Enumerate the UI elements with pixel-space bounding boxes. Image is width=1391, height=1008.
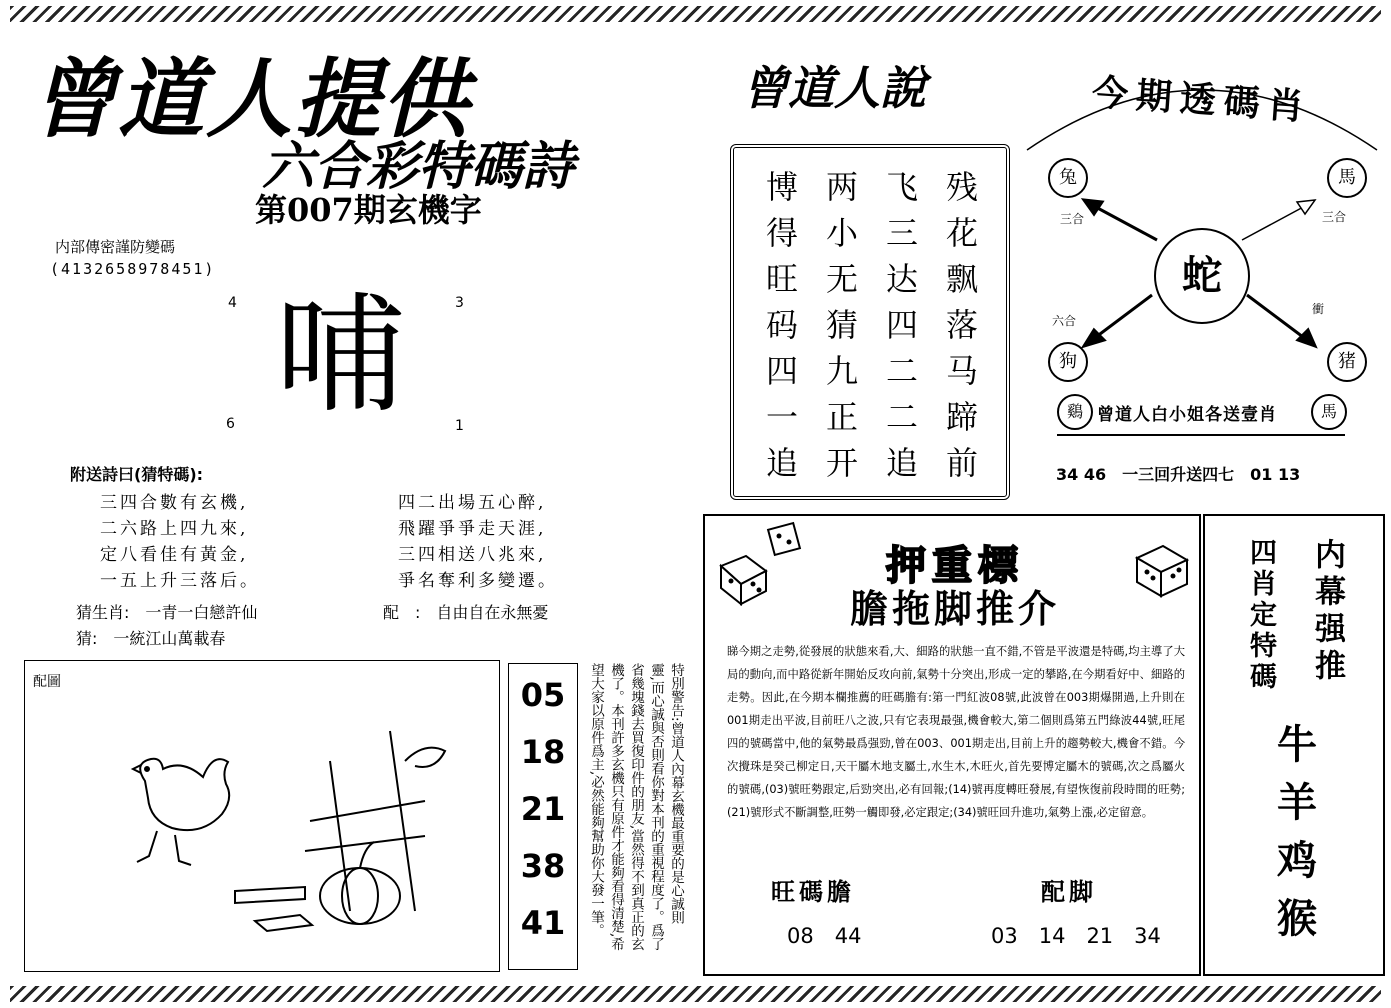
poem-grid-char: 正 <box>825 398 858 436</box>
animal-rabbit: 兔 <box>1048 158 1088 198</box>
label-chong: 衝 <box>1312 302 1325 316</box>
poem-right <box>398 488 558 592</box>
zodiac-arrows <box>1022 150 1382 390</box>
notice-column: 特別警告:曾道人內幕玄機最重要的是心誠則 <box>668 663 684 925</box>
poem-line: 三四相送八兆來, <box>398 545 547 565</box>
poem-grid-char: 二 <box>885 398 918 436</box>
zodiac-panel <box>1022 50 1382 484</box>
zodiac-footer <box>1057 390 1345 436</box>
says-title: 曾道人說 <box>742 61 926 115</box>
label-sanhe-right: 三合 <box>1322 210 1347 224</box>
poem-line: 四二出場五心醉, <box>398 493 547 513</box>
numbers-box <box>508 663 578 970</box>
notice-box <box>585 663 685 968</box>
recommend-paragraph: 睇今期之走勢,從發展的狀態來看,大、細路的狀態一直不錯,不管是平波還是特碼,均主導了大局的動向,而中路從新年開始反攻向前,氣勢十分突出,形成一定的攀路,在今期看好中、細路的走勢。因此,在今期本欄推薦的旺碼膽有:第一門紅波08號,此波曾在003期爆開過,上升則在001期走出平波,目前旺八之波,只有它表現最强,機會較大,第二個則爲第五門綠波44號,旺尾四的號碼當中,他的氣勢最爲强勁,曾在003、001期走出,目前上升的趨勢較大,機會不錯。今次攪珠是癸己柳定日,天干屬木地支屬土,水生木,木旺火,首先要博定屬木的號碼,次之爲屬火的號碼,(03)號旺勢跟定,后勁突出,必有回報;(14)號再度轉旺發展,有望恢復前段時間的旺勢;(21)號形式不斷調整,旺勢一觸即發,必定跟定;(34)號旺回升進功,氣勢上漲,必定留意。 <box>727 645 1185 819</box>
poem-grid-char: 追 <box>885 444 918 482</box>
poem-grid-char: 前 <box>945 444 978 482</box>
dice-icon <box>765 520 805 560</box>
poem-grid-char: 二 <box>885 352 918 390</box>
main-title: 曾道人提供 <box>30 50 470 150</box>
poem-grid-char: 两 <box>825 168 858 206</box>
poem-grid-char: 残 <box>945 168 978 206</box>
label-sanhe-left: 三合 <box>1060 212 1085 226</box>
pair-label: 配脚 <box>1041 878 1097 906</box>
poem-grid-char: 追 <box>765 444 798 482</box>
secret-label: 内部傳密謹防變碼 <box>55 238 176 256</box>
recommend-title-main: 膽拖脚推介 <box>849 587 1060 631</box>
poem-grid-char: 蹄 <box>945 398 978 436</box>
corner-top-left: 4 <box>228 295 237 311</box>
poem-heading: 附送詩曰(猜特碼): <box>70 465 204 484</box>
poem-grid-char: 得 <box>765 214 798 252</box>
lucky-number: 18 <box>520 733 566 771</box>
footer-text: 曾道人白小姐各送壹肖 <box>1097 405 1277 425</box>
zodiac-pick: 牛 <box>1277 721 1317 768</box>
zodiac-bottom-line: 34 46 一三回升送四七 01 13 <box>1056 465 1301 484</box>
secret-code: (4132658978451) <box>50 260 216 278</box>
hot-numbers: 08 44 <box>787 924 862 948</box>
zodiac-pick: 羊 <box>1277 779 1317 826</box>
poem-grid-char: 马 <box>945 352 978 390</box>
poem-grid-char: 落 <box>945 306 978 344</box>
poem-grid-char: 三 <box>885 214 918 252</box>
poem-left <box>100 488 260 592</box>
poem-grid-char: 一 <box>765 398 798 436</box>
poem-grid-char: 四 <box>885 306 918 344</box>
poem-grid-char: 九 <box>825 352 858 390</box>
poem-grid-char: 飞 <box>885 168 918 206</box>
picture-label: 配圖 <box>33 674 61 690</box>
lucky-number: 05 <box>520 676 566 714</box>
poem-grid-char: 四 <box>765 352 798 390</box>
poem-grid-char: 码 <box>765 306 798 344</box>
rooster-pumpkin-illustration <box>105 721 465 951</box>
dice-icon <box>711 546 771 606</box>
poem-grid-char: 旺 <box>765 260 798 298</box>
says-grid <box>734 148 1006 496</box>
poem-grid-char: 开 <box>825 444 858 482</box>
notice-column: 望大家以原件爲主,必然能夠幫助你大發一筆。 <box>588 663 604 938</box>
four-zodiac-list <box>1257 716 1337 948</box>
poem-line: 二六路上四九來, <box>100 519 249 539</box>
zodiac-pick: 猴 <box>1277 895 1317 942</box>
animal-horse: 馬 <box>1327 158 1367 198</box>
corner-top-right: 3 <box>455 295 464 311</box>
picture-box <box>24 660 500 972</box>
top-border <box>10 6 1381 22</box>
poem-grid-char: 博 <box>765 168 798 206</box>
footer-animal-chicken: 鷄 <box>1057 394 1093 430</box>
mystery-character: 哺 <box>275 279 406 431</box>
says-grid-box <box>730 144 1010 500</box>
subtitle: 六合彩特碼詩 <box>262 137 575 197</box>
poem-grid-char: 达 <box>885 260 918 298</box>
poem-grid-char: 小 <box>825 214 858 252</box>
notice-column: 靈,而心誠與否則看你對本刊的重視程度了。爲了 <box>648 663 664 951</box>
pair-numbers: 03 14 21 34 <box>991 924 1161 948</box>
poem-grid-char: 飘 <box>945 260 978 298</box>
poem-grid-char: 猜 <box>825 306 858 344</box>
corner-bottom-right: 1 <box>455 418 464 434</box>
poem-grid-char: 花 <box>945 214 978 252</box>
notice-column: 機了。本刊許多玄機只有原件才能夠看得清楚,希 <box>608 663 624 951</box>
lucky-number: 21 <box>520 790 566 828</box>
lucky-number: 41 <box>520 904 566 942</box>
poem-line: 定八看佳有黃金, <box>100 545 249 565</box>
bottom-border <box>10 986 1381 1002</box>
poem-grid-char: 无 <box>825 260 858 298</box>
four-zodiac-box <box>1203 514 1385 976</box>
recommend-title-top: 押重標 <box>886 543 1024 589</box>
guess-zodiac: 猜生肖: 一青一白戀許仙 <box>76 603 258 622</box>
poem-line: 一五上升三落后。 <box>100 571 260 591</box>
label-liuhe: 六合 <box>1052 314 1077 328</box>
animal-dog: 狗 <box>1048 342 1088 382</box>
four-zodiac-heading-b: 四肖定特碼 <box>1245 538 1276 693</box>
poem-line: 爭名奪利多變遷。 <box>398 571 558 591</box>
poem-line: 飛躍爭爭走天涯, <box>398 519 547 539</box>
lucky-number: 38 <box>520 847 566 885</box>
dice-icon <box>1129 536 1193 600</box>
match-line: 配 : 自由自在永無憂 <box>383 603 549 622</box>
four-zodiac-heading-a: 内幕强推 <box>1309 538 1345 686</box>
corner-bottom-left: 6 <box>226 416 235 432</box>
hot-label: 旺碼膽 <box>771 878 855 906</box>
recommend-box <box>703 514 1201 976</box>
poem-line: 三四合數有玄機, <box>100 493 249 513</box>
issue-label: 第007期玄機字 <box>255 191 482 229</box>
footer-animal-horse: 馬 <box>1311 394 1347 430</box>
zodiac-pick: 鸡 <box>1277 837 1317 884</box>
guess-line: 猜: 一統江山萬載春 <box>76 629 226 648</box>
notice-column: 省幾塊錢去買復印件的朋友,當然得不到真正的玄 <box>628 663 644 951</box>
zodiac-title: 今期透碼肖 <box>1090 71 1314 129</box>
center-zodiac: 蛇 <box>1154 228 1250 324</box>
animal-pig: 猪 <box>1327 342 1367 382</box>
